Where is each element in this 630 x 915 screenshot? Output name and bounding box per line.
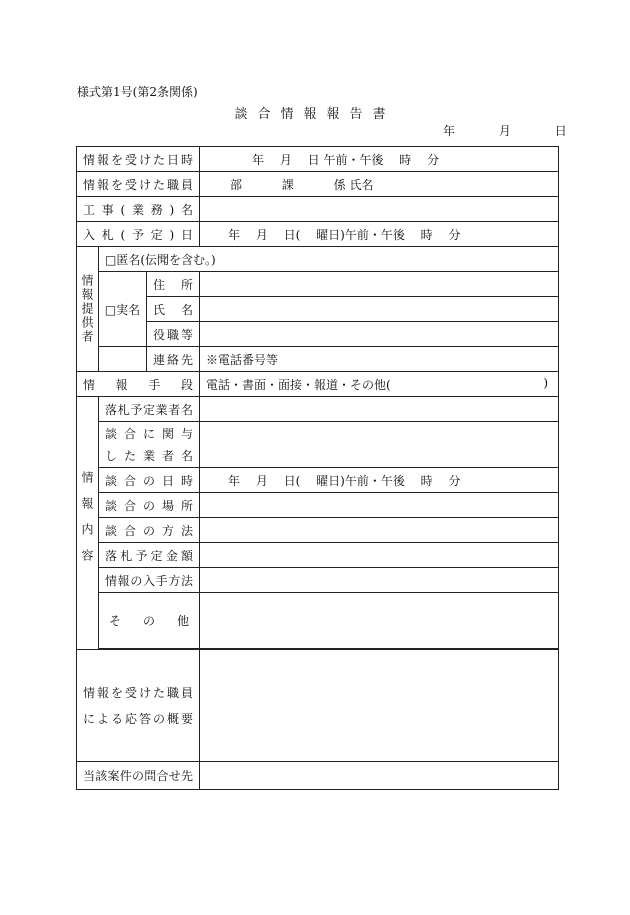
row-collusion-place bbox=[77, 493, 559, 518]
report-form-table bbox=[76, 146, 559, 790]
involved-label-line1: 談合に関与 bbox=[105, 426, 194, 441]
collusion-place-label: 談合の場所 bbox=[99, 493, 200, 518]
name-label: 氏名 bbox=[147, 297, 200, 322]
position-label: 役職等 bbox=[147, 322, 200, 347]
name-field[interactable] bbox=[200, 297, 559, 322]
inquiry-field[interactable] bbox=[200, 762, 559, 790]
date-year: 年 bbox=[443, 124, 456, 138]
date-day: 日 bbox=[554, 124, 567, 138]
position-field[interactable] bbox=[200, 322, 559, 347]
contact-label: 連絡先 bbox=[147, 347, 200, 372]
address-label: 住所 bbox=[147, 272, 200, 297]
received-staff-label: 情報を受けた職員 bbox=[77, 172, 200, 197]
anonymous-checkbox[interactable]: □匿名(伝聞を含む。) bbox=[99, 247, 559, 272]
other-field[interactable] bbox=[200, 593, 559, 649]
row-provider-anonymous bbox=[77, 247, 559, 272]
row-response bbox=[77, 650, 559, 762]
involved-label bbox=[99, 422, 200, 468]
contact-field[interactable]: ※電話番号等 bbox=[200, 347, 559, 372]
response-label-line2: による応答の概要 bbox=[83, 711, 194, 726]
row-inquiry bbox=[77, 762, 559, 790]
row-acquisition bbox=[77, 568, 559, 593]
row-means bbox=[77, 372, 559, 397]
content-group-label: 情報内容 bbox=[77, 397, 99, 650]
bid-date-field[interactable]: 年 月 日( 曜日)午前・午後 時 分 bbox=[200, 222, 559, 247]
response-field[interactable] bbox=[200, 650, 559, 762]
collusion-datetime-field[interactable]: 年 月 日( 曜日)午前・午後 時 分 bbox=[200, 468, 559, 493]
row-collusion-method bbox=[77, 518, 559, 543]
bid-amount-label: 落札予定金額 bbox=[99, 543, 200, 568]
row-received-staff bbox=[77, 172, 559, 197]
bid-date-label: 入札(予定)日 bbox=[77, 222, 200, 247]
project-field[interactable] bbox=[200, 197, 559, 222]
document-title: 談合情報報告書 bbox=[234, 107, 396, 122]
acquisition-field[interactable] bbox=[200, 568, 559, 593]
means-field[interactable] bbox=[200, 372, 559, 397]
row-provider-address bbox=[77, 272, 559, 297]
row-involved bbox=[77, 422, 559, 468]
means-options: 電話・書面・面接・報道・その他( bbox=[206, 377, 391, 392]
collusion-method-field[interactable] bbox=[200, 518, 559, 543]
row-bid-amount bbox=[77, 543, 559, 568]
address-field[interactable] bbox=[200, 272, 559, 297]
received-datetime-label: 情報を受けた日時 bbox=[77, 147, 200, 172]
document-date bbox=[443, 122, 567, 139]
row-provider-position bbox=[77, 322, 559, 347]
means-close-paren: ) bbox=[543, 375, 549, 390]
collusion-place-field[interactable] bbox=[200, 493, 559, 518]
involved-field[interactable] bbox=[200, 422, 559, 468]
collusion-datetime-label: 談合の日時 bbox=[99, 468, 200, 493]
form-number: 様式第1号(第2条関係) bbox=[77, 85, 198, 99]
row-winner bbox=[77, 397, 559, 422]
winner-label: 落札予定業者名 bbox=[99, 397, 200, 422]
means-label: 情報手段 bbox=[77, 372, 200, 397]
acquisition-label: 情報の入手方法 bbox=[99, 568, 200, 593]
inquiry-label: 当該案件の問合せ先 bbox=[77, 762, 200, 790]
row-bid-date bbox=[77, 222, 559, 247]
winner-field[interactable] bbox=[200, 397, 559, 422]
real-name-checkbox[interactable]: □実名 bbox=[99, 272, 147, 347]
involved-label-line2: した業者名 bbox=[105, 448, 194, 463]
provider-group-label: 情報提供者 bbox=[77, 247, 99, 372]
row-received-datetime bbox=[77, 147, 559, 172]
row-project bbox=[77, 197, 559, 222]
response-label bbox=[77, 650, 200, 762]
response-label-line1: 情報を受けた職員 bbox=[83, 685, 194, 700]
row-other bbox=[77, 593, 559, 649]
received-datetime-field[interactable]: 年 月 日 午前・午後 時 分 bbox=[200, 147, 559, 172]
project-label: 工事(業務)名 bbox=[77, 197, 200, 222]
row-provider-name bbox=[77, 297, 559, 322]
bid-amount-field[interactable] bbox=[200, 543, 559, 568]
row-collusion-datetime bbox=[77, 468, 559, 493]
other-label: その他 bbox=[99, 593, 200, 649]
received-staff-field[interactable]: 部 課 係 氏名 bbox=[200, 172, 559, 197]
collusion-method-label: 談合の方法 bbox=[99, 518, 200, 543]
date-month: 月 bbox=[498, 124, 511, 138]
row-provider-contact bbox=[77, 347, 559, 372]
